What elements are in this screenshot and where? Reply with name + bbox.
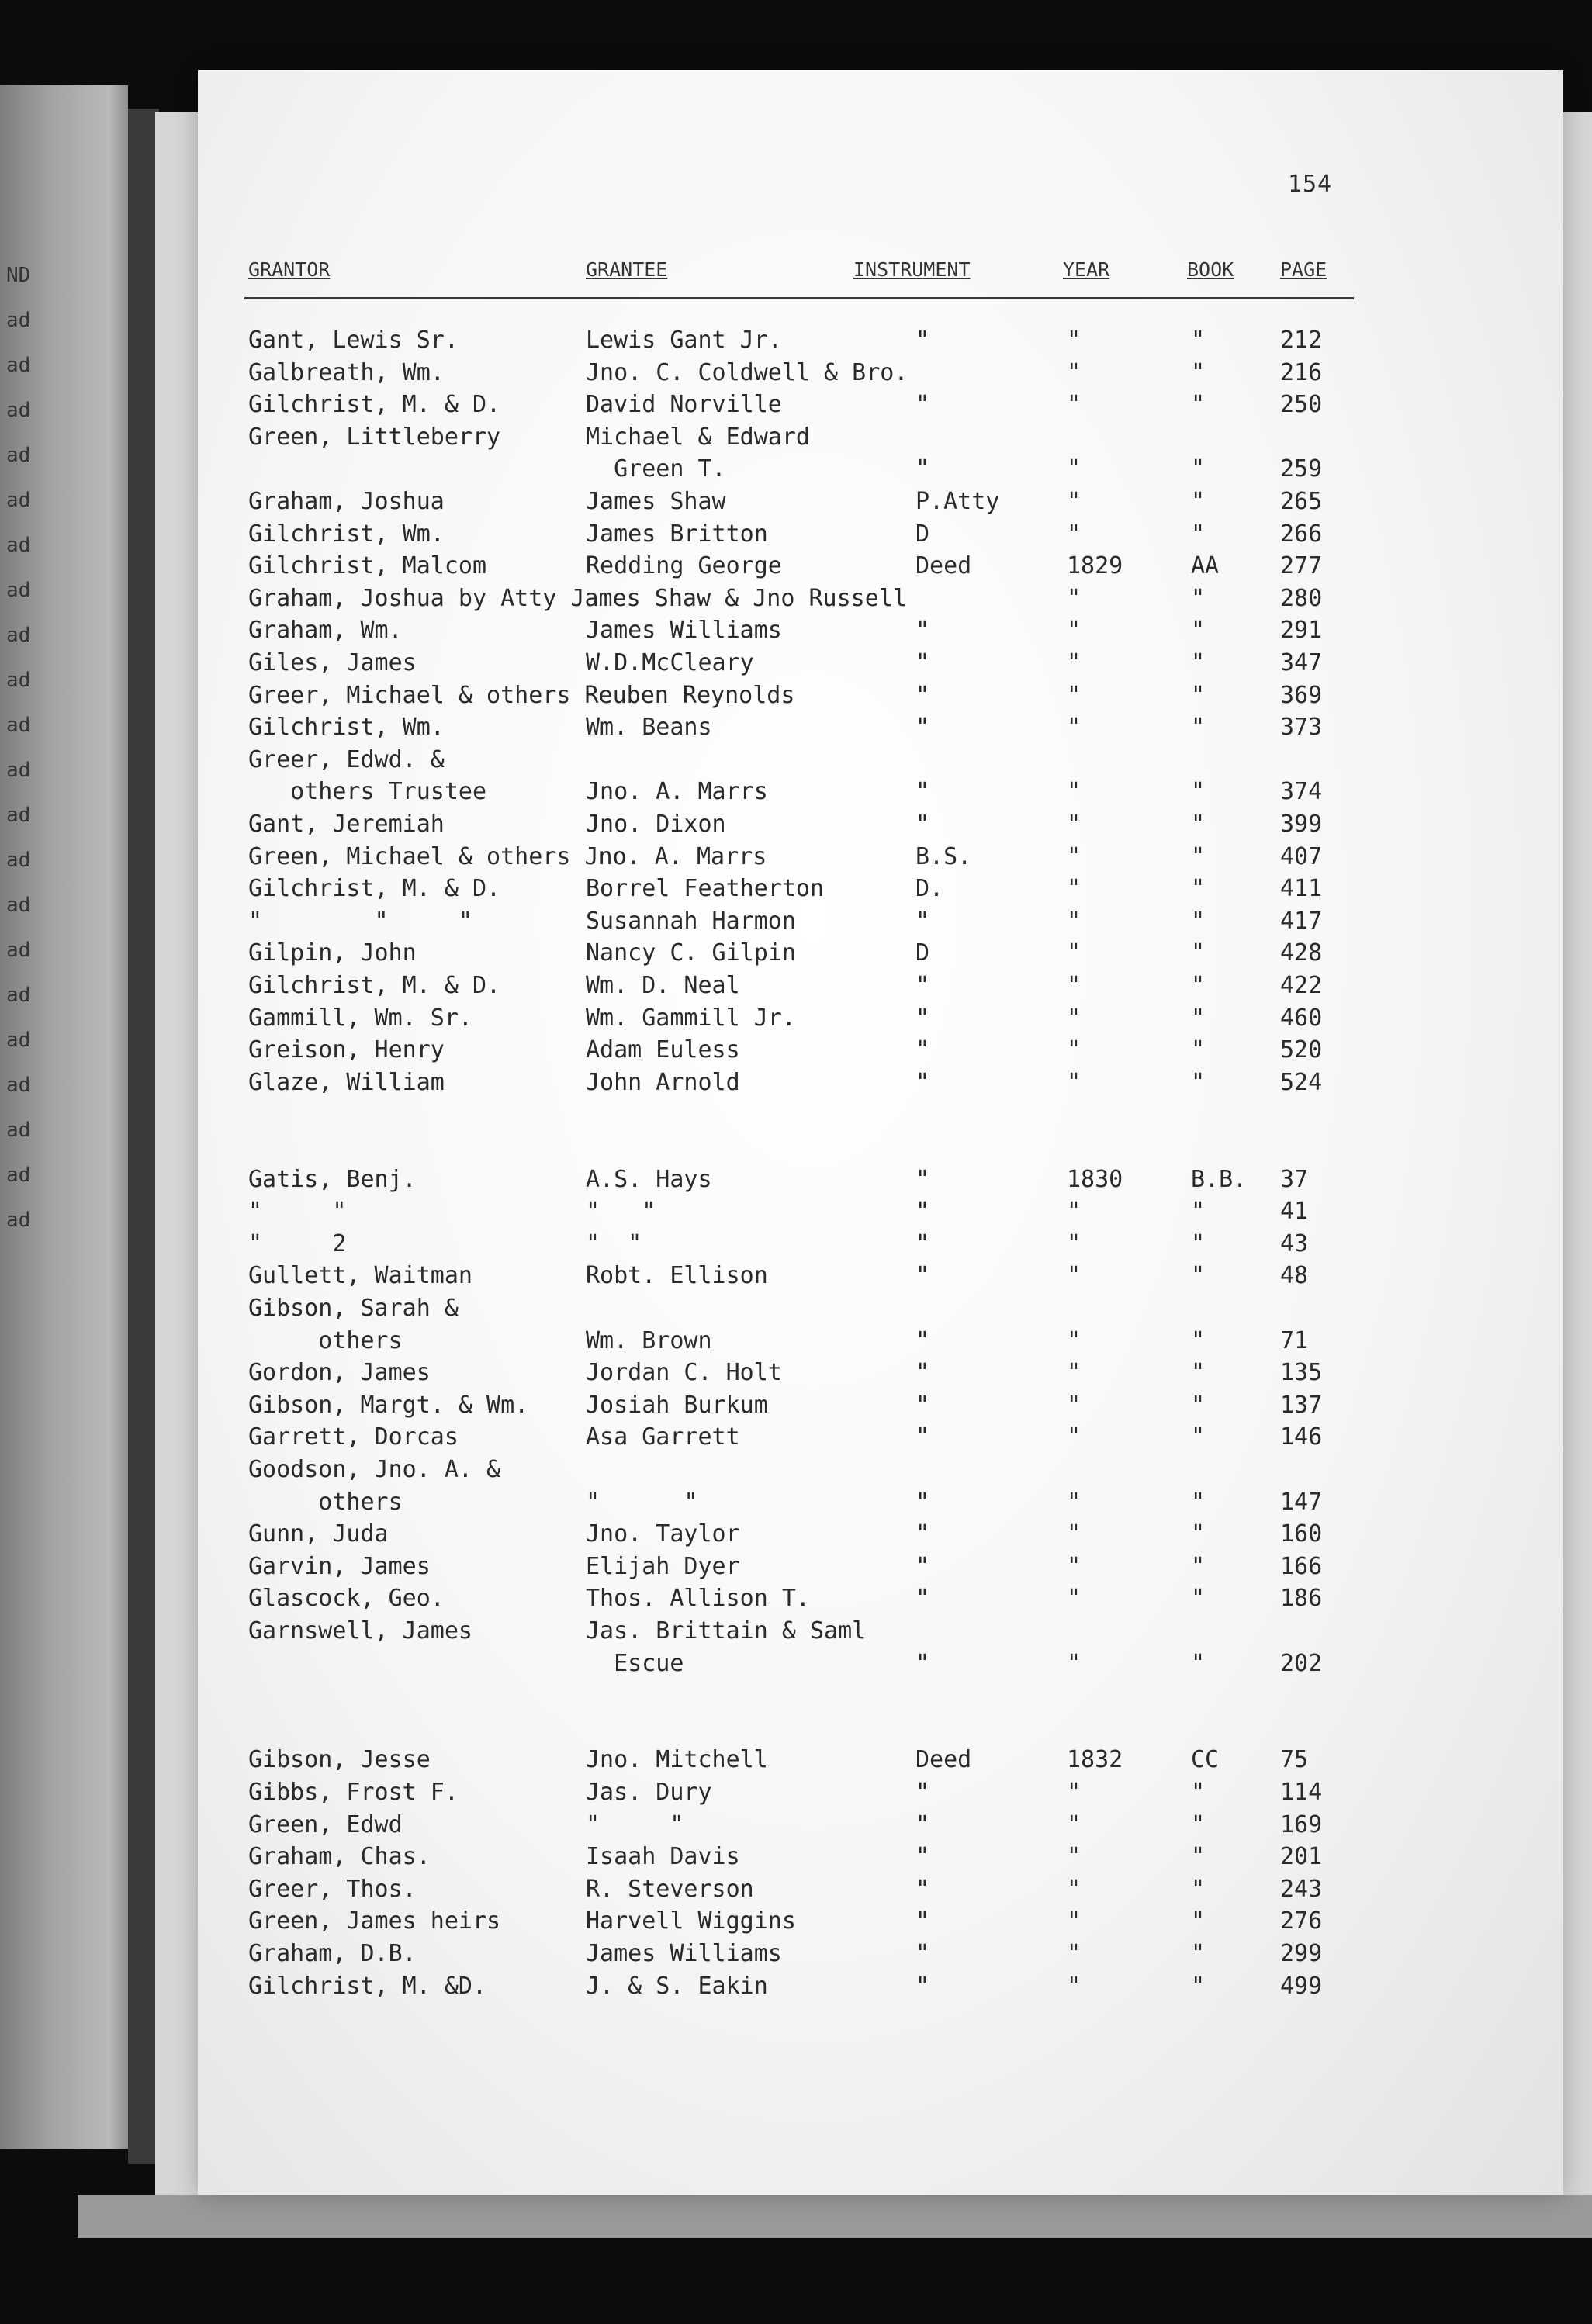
book-cell: " [1191,391,1206,419]
year-cell: " [1067,617,1082,645]
book-cell: B.B. [1191,1165,1248,1193]
book-cell: " [1191,358,1206,386]
page-cell: 411 [1280,875,1323,903]
year-cell: " [1067,1004,1082,1032]
grantee-cell: James Shaw [586,488,726,515]
grantee-cell: Susannah Harmon [586,907,796,935]
grantee-cell: David Norville [586,391,782,419]
grantee-cell: " " [586,1810,684,1838]
page-cell: 347 [1280,649,1323,676]
instrument-cell: Deed [915,1746,972,1774]
instrument-cell: " [915,1649,930,1677]
book-cell: " [1191,1262,1206,1290]
grantor-cell: Greer, Edwd. & [248,745,445,773]
instrument-cell: " [915,1036,930,1064]
year-cell: " [1067,1520,1082,1548]
book-cell: " [1191,1843,1206,1871]
instrument-cell: " [915,811,930,838]
page-cell: 265 [1280,488,1323,515]
year-cell: " [1067,1940,1082,1967]
page-cell: 266 [1280,520,1323,548]
adjacent-page-fragment: ad [6,939,31,962]
book-cell: " [1191,1423,1206,1451]
grantor-cell: Gilchrist, Malcom [248,552,487,580]
grantor-cell: Gatis, Benj. [248,1165,417,1193]
page-cell: 299 [1280,1940,1323,1967]
adjacent-page-fragment: ad [6,444,31,467]
book-cell: " [1191,520,1206,548]
instrument-cell: " [915,1068,930,1096]
instrument-cell: " [915,1488,930,1516]
grantor-cell: Graham, Joshua [248,488,445,515]
year-cell: " [1067,907,1082,935]
grantee-cell: J. & S. Eakin [586,1972,768,2000]
grantor-cell: Gilchrist, Wm. [248,714,445,742]
header-year: YEAR [1063,258,1110,281]
header-page: PAGE [1280,258,1327,281]
instrument-cell: " [915,1907,930,1935]
page-cell: 43 [1280,1229,1309,1257]
grantee-cell: Jno. Taylor [586,1520,740,1548]
adjacent-page-fragment: ad [6,894,31,917]
page-cell: 146 [1280,1423,1323,1451]
year-cell: " [1067,649,1082,676]
grantor-cell: Gilchrist, M. & D. [248,391,501,419]
instrument-cell: " [915,1198,930,1226]
page-cell: 499 [1280,1972,1323,2000]
book-cell: " [1191,714,1206,742]
year-cell: " [1067,681,1082,709]
instrument-cell: " [915,1552,930,1580]
book-cell: " [1191,1326,1206,1354]
year-cell: " [1067,584,1082,612]
instrument-cell: " [915,1391,930,1419]
year-cell: " [1067,1359,1082,1387]
grantee-cell: Green T. [586,455,726,483]
grantee-cell: Jas. Brittain & Saml [586,1617,867,1644]
book-cell: " [1191,1907,1206,1935]
grantor-cell: Gibson, Jesse [248,1746,431,1774]
book-cell: " [1191,778,1206,806]
grantee-cell: A.S. Hays [586,1165,712,1193]
grantor-cell: Graham, Joshua by Atty James Shaw & Jno Russell [248,584,907,612]
page-cell: 417 [1280,907,1323,935]
page-cell: 166 [1280,1552,1323,1580]
year-cell: " [1067,1552,1082,1580]
instrument-cell: " [915,1520,930,1548]
adjacent-page-fragment: ad [6,1029,31,1052]
book-cell: " [1191,455,1206,483]
grantor-cell: Gibson, Sarah & [248,1295,459,1322]
instrument-cell: " [915,649,930,676]
page-cell: 201 [1280,1843,1323,1871]
grantor-cell: Gant, Lewis Sr. [248,327,459,354]
adjacent-page-fragment: ad [6,984,31,1007]
adjacent-page-fragment: ad [6,1209,31,1232]
year-cell: 1832 [1067,1746,1123,1774]
page-cell: 369 [1280,681,1323,709]
book-cell: " [1191,1036,1206,1064]
grantee-cell: Jno. C. Coldwell & Bro. [586,358,908,386]
book-cell: " [1191,584,1206,612]
grantor-cell: Gilchrist, Wm. [248,520,445,548]
page-cell: 280 [1280,584,1323,612]
column-header-row [244,258,1354,291]
year-cell: " [1067,1326,1082,1354]
instrument-cell: " [915,1779,930,1806]
page-cell: 277 [1280,552,1323,580]
page-cell: 524 [1280,1068,1323,1096]
adjacent-page-fragment: ad [6,714,31,737]
page-cell: 135 [1280,1359,1323,1387]
grantor-cell: Gibson, Margt. & Wm. [248,1391,529,1419]
grantee-cell: R. Steverson [586,1875,754,1903]
grantee-cell: Isaah Davis [586,1843,740,1871]
year-cell: " [1067,842,1082,870]
adjacent-page-fragment: ad [6,849,31,872]
instrument-cell: " [915,1165,930,1193]
page-cell: 37 [1280,1165,1309,1193]
page-cell: 291 [1280,617,1323,645]
adjacent-page-fragment: ad [6,354,31,377]
grantor-cell: Greer, Thos. [248,1875,417,1903]
year-cell: " [1067,1229,1082,1257]
grantor-cell: Garnswell, James [248,1617,472,1644]
adjacent-page-fragment: ad [6,759,31,782]
book-cell: " [1191,1359,1206,1387]
year-cell: " [1067,1907,1082,1935]
header-book: BOOK [1187,258,1234,281]
year-cell: " [1067,1488,1082,1516]
grantor-cell: Green, James heirs [248,1907,501,1935]
grantor-cell: Gilpin, John [248,939,417,967]
book-cell: " [1191,972,1206,999]
instrument-cell: " [915,1585,930,1613]
year-cell: " [1067,358,1082,386]
instrument-cell: " [915,1359,930,1387]
grantor-cell: others [248,1326,403,1354]
grantee-cell: James Britton [586,520,768,548]
page-cell: 243 [1280,1875,1323,1903]
page-cell: 259 [1280,455,1323,483]
book-cell: " [1191,1875,1206,1903]
grantor-cell: Greison, Henry [248,1036,445,1064]
bottom-edge-strip [78,2195,1592,2238]
year-cell: " [1067,1843,1082,1871]
adjacent-page-fragment: ad [6,309,31,332]
grantor-cell: Gammill, Wm. Sr. [248,1004,472,1032]
page-cell: 460 [1280,1004,1323,1032]
instrument-cell: " [915,617,930,645]
grantee-cell: Asa Garrett [586,1423,740,1451]
book-cell: " [1191,907,1206,935]
grantor-cell: Graham, Chas. [248,1843,431,1871]
grantor-cell: Gant, Jeremiah [248,811,445,838]
header-grantee: GRANTEE [586,258,668,281]
grantee-cell: Wm. Gammill Jr. [586,1004,796,1032]
header-rule [244,297,1354,299]
book-cell: " [1191,1810,1206,1838]
page-cell: 137 [1280,1391,1323,1419]
grantor-cell: Garrett, Dorcas [248,1423,459,1451]
adjacent-page-fragment: ad [6,669,31,692]
grantee-cell: Elijah Dyer [586,1552,740,1580]
year-cell: " [1067,1262,1082,1290]
year-cell: " [1067,1585,1082,1613]
page-cell: 114 [1280,1779,1323,1806]
grantor-cell: others Trustee [248,778,487,806]
instrument-cell: " [915,327,930,354]
header-instrument: INSTRUMENT [853,258,971,281]
grantor-cell: Galbreath, Wm. [248,358,445,386]
grantor-cell: Gilchrist, M. & D. [248,875,501,903]
book-cell: " [1191,681,1206,709]
year-cell: " [1067,520,1082,548]
grantee-cell: James Williams [586,617,782,645]
grantor-cell: Greer, Michael & others Reuben Reynolds [248,681,795,709]
year-cell: " [1067,875,1082,903]
adjacent-page-fragment: ND [6,264,31,287]
book-cell: " [1191,649,1206,676]
year-cell: " [1067,455,1082,483]
grantee-cell: Wm. D. Neal [586,972,740,999]
instrument-cell: " [915,1972,930,2000]
page-cell: 428 [1280,939,1323,967]
instrument-cell: " [915,681,930,709]
adjacent-page-fragment: ad [6,534,31,557]
book-cell: " [1191,875,1206,903]
book-binding [128,109,159,2164]
adjacent-page-fragment: ad [6,1164,31,1187]
instrument-cell: " [915,907,930,935]
grantee-cell: Escue [586,1649,684,1677]
page-cell: 186 [1280,1585,1323,1613]
year-cell: " [1067,939,1082,967]
instrument-cell: D [915,939,930,967]
grantee-cell: Harvell Wiggins [586,1907,796,1935]
grantor-cell: Gilchrist, M. &D. [248,1972,487,2000]
year-cell: " [1067,1068,1082,1096]
instrument-cell: Deed [915,552,972,580]
grantee-cell: Jno. Mitchell [586,1746,768,1774]
book-cell: " [1191,1972,1206,2000]
page-cell: 276 [1280,1907,1323,1935]
adjacent-page-fragment: ad [6,624,31,647]
book-cell: CC [1191,1746,1220,1774]
adjacent-page-edge [0,85,128,2149]
page-cell: 147 [1280,1488,1323,1516]
page-cell: 212 [1280,327,1323,354]
year-cell: " [1067,1198,1082,1226]
grantor-cell: Green, Edwd [248,1810,403,1838]
instrument-cell: " [915,714,930,742]
page-cell: 399 [1280,811,1323,838]
book-cell: " [1191,1391,1206,1419]
year-cell: 1830 [1067,1165,1123,1193]
grantee-cell: Jas. Dury [586,1779,712,1806]
grantee-cell: James Williams [586,1940,782,1967]
instrument-cell: " [915,455,930,483]
grantee-cell: W.D.McCleary [586,649,754,676]
instrument-cell: D [915,520,930,548]
page-number: 154 [1288,171,1333,198]
adjacent-page-fragment: ad [6,489,31,512]
book-cell: " [1191,811,1206,838]
year-cell: " [1067,811,1082,838]
grantor-cell: Green, Michael & others Jno. A. Marrs [248,842,767,870]
grantor-cell: Gilchrist, M. & D. [248,972,501,999]
book-cell: " [1191,617,1206,645]
page-cell: 71 [1280,1326,1309,1354]
book-cell: " [1191,1779,1206,1806]
grantee-cell: John Arnold [586,1068,740,1096]
grantor-cell: Graham, Wm. [248,617,403,645]
grantor-cell: " " [248,1198,347,1226]
page-cell: 374 [1280,778,1323,806]
grantor-cell: Graham, D.B. [248,1940,417,1967]
grantee-cell: Wm. Beans [586,714,712,742]
grantor-cell: Gordon, James [248,1359,431,1387]
grantee-cell: Redding George [586,552,782,580]
grantor-cell: Gibbs, Frost F. [248,1779,459,1806]
book-cell: " [1191,327,1206,354]
book-cell: " [1191,842,1206,870]
book-cell: " [1191,1068,1206,1096]
book-cell: " [1191,1552,1206,1580]
instrument-cell: B.S. [915,842,972,870]
instrument-cell: " [915,1262,930,1290]
grantor-cell: " 2 [248,1229,347,1257]
page-cell: 48 [1280,1262,1309,1290]
book-cell: AA [1191,552,1220,580]
adjacent-page-fragment: ad [6,804,31,827]
adjacent-page-fragment: ad [6,579,31,602]
grantee-cell: Nancy C. Gilpin [586,939,796,967]
year-cell: " [1067,972,1082,999]
year-cell: " [1067,488,1082,515]
grantee-cell: Robt. Ellison [586,1262,768,1290]
book-cell: " [1191,1198,1206,1226]
book-cell: " [1191,1585,1206,1613]
instrument-cell: " [915,1229,930,1257]
book-cell: " [1191,1004,1206,1032]
year-cell: " [1067,1649,1082,1677]
page-cell: 373 [1280,714,1323,742]
year-cell: " [1067,778,1082,806]
instrument-cell: P.Atty [915,488,1000,515]
grantor-cell: Gunn, Juda [248,1520,389,1548]
grantee-cell: " " [586,1229,642,1257]
grantor-cell: Garvin, James [248,1552,431,1580]
year-cell: " [1067,1036,1082,1064]
year-cell: " [1067,1423,1082,1451]
year-cell: " [1067,1875,1082,1903]
instrument-cell: " [915,1810,930,1838]
instrument-cell: " [915,1004,930,1032]
grantee-cell: Jordan C. Holt [586,1359,782,1387]
year-cell: " [1067,1972,1082,2000]
instrument-cell: " [915,1423,930,1451]
book-cell: " [1191,939,1206,967]
grantee-cell: Josiah Burkum [586,1391,768,1419]
page-cell: 75 [1280,1746,1309,1774]
adjacent-page-fragment: ad [6,1074,31,1097]
page-cell: 407 [1280,842,1323,870]
page-cell: 422 [1280,972,1323,999]
page-cell: 169 [1280,1810,1323,1838]
grantee-cell: Jno. Dixon [586,811,726,838]
year-cell: " [1067,1391,1082,1419]
instrument-cell: " [915,1940,930,1967]
grantee-cell: Borrel Featherton [586,875,825,903]
instrument-cell: " [915,1875,930,1903]
instrument-cell: D. [915,875,944,903]
instrument-cell: " [915,391,930,419]
grantor-cell: Glaze, William [248,1068,445,1096]
instrument-cell: " [915,1326,930,1354]
grantor-cell: Glascock, Geo. [248,1585,445,1613]
header-grantor: GRANTOR [248,258,331,281]
book-cell: " [1191,488,1206,515]
book-cell: " [1191,1229,1206,1257]
book-cell: " [1191,1940,1206,1967]
book-cell: " [1191,1520,1206,1548]
instrument-cell: " [915,972,930,999]
instrument-cell: " [915,778,930,806]
adjacent-page-fragment: ad [6,399,31,422]
page-cell: 216 [1280,358,1323,386]
grantee-cell: Lewis Gant Jr. [586,327,782,354]
instrument-cell: " [915,1843,930,1871]
book-cell: " [1191,1649,1206,1677]
grantee-cell: " " [586,1198,656,1226]
year-cell: " [1067,714,1082,742]
page-cell: 202 [1280,1649,1323,1677]
grantor-cell: Green, Littleberry [248,423,501,451]
year-cell: " [1067,391,1082,419]
adjacent-page-fragment: ad [6,1119,31,1142]
book-cell: " [1191,1488,1206,1516]
grantee-cell: Jno. A. Marrs [586,778,768,806]
grantee-cell: Adam Euless [586,1036,740,1064]
year-cell: " [1067,327,1082,354]
grantor-cell: others [248,1488,403,1516]
page-cell: 41 [1280,1198,1309,1226]
grantor-cell: Goodson, Jno. A. & [248,1456,501,1483]
year-cell: " [1067,1810,1082,1838]
page-cell: 520 [1280,1036,1323,1064]
grantee-cell: Thos. Allison T. [586,1585,810,1613]
grantee-cell: Wm. Brown [586,1326,712,1354]
year-cell: " [1067,1779,1082,1806]
grantor-cell: Giles, James [248,649,417,676]
page-cell: 250 [1280,391,1323,419]
grantee-cell: " " [586,1488,698,1516]
grantor-cell: " " " [248,907,472,935]
page-cell: 160 [1280,1520,1323,1548]
grantor-cell: Gullett, Waitman [248,1262,472,1290]
year-cell: 1829 [1067,552,1123,580]
grantee-cell: Michael & Edward [586,423,810,451]
